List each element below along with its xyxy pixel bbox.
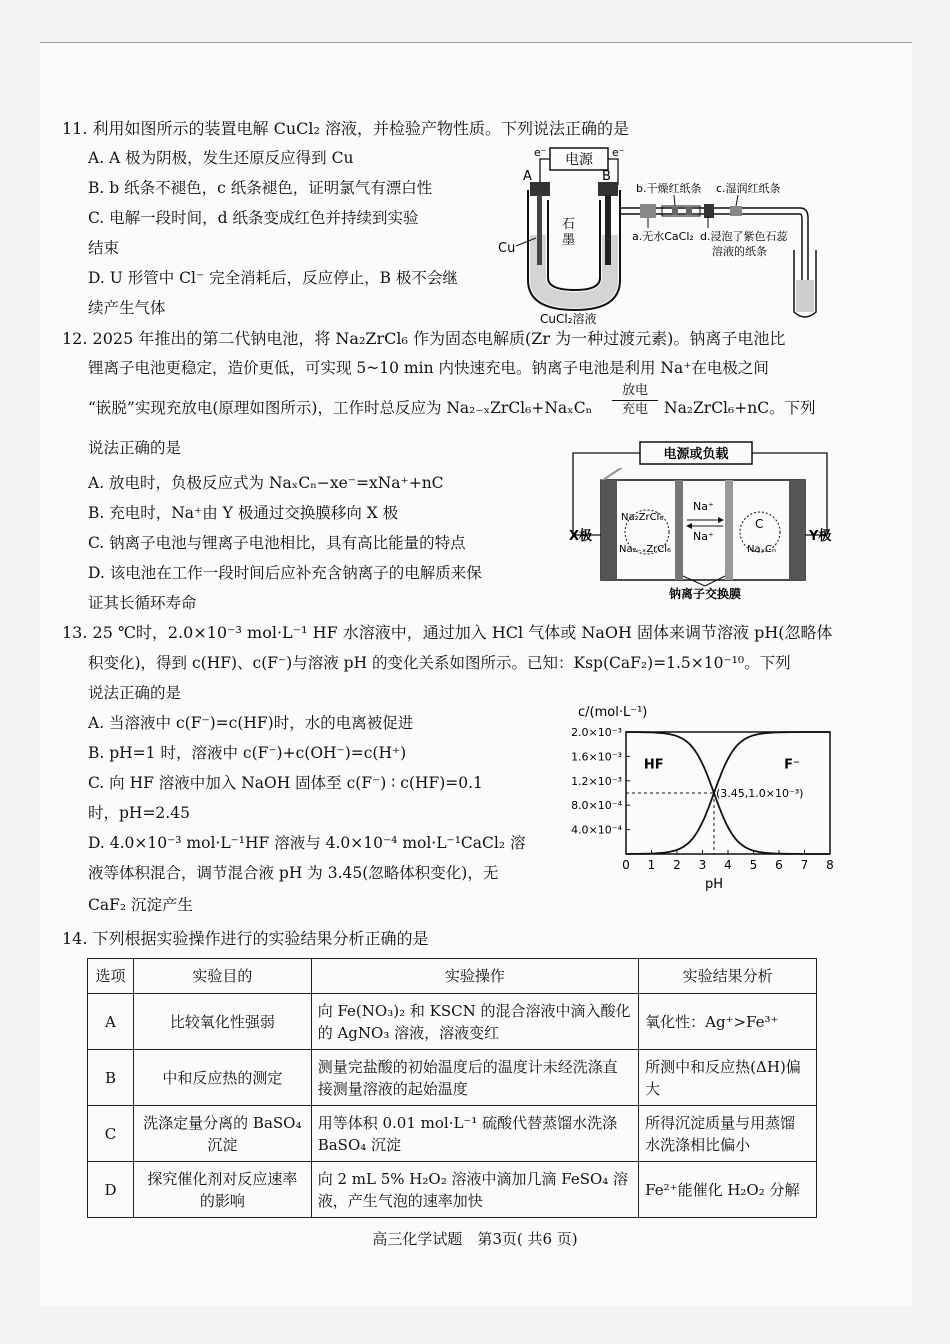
- x-tick-label: 7: [800, 858, 809, 872]
- y-electrode-label: Y极: [809, 529, 832, 544]
- q12-option-d: D. 该电池在工作一段时间后应补充含钠离子的电解质来保: [88, 564, 482, 582]
- table-row-option: C: [88, 1106, 134, 1162]
- cu-label: Cu: [498, 241, 516, 256]
- table-header-purpose: 实验目的: [133, 959, 311, 994]
- q12-option-c: C. 钠离子电池与锂离子电池相比，具有高比能量的特点: [88, 534, 466, 552]
- table-header-operation: 实验操作: [311, 959, 638, 994]
- cucl2-solution-label: CuCl₂溶液: [540, 312, 597, 325]
- paper-d-label-2: 溶液的纸条: [712, 245, 767, 258]
- series-label-hf: HF: [643, 757, 664, 773]
- q13-option-d: D. 4.0×10⁻³ mol·L⁻¹HF 溶液与 4.0×10⁻⁴ mol·L⁻¹CaCl₂ 溶: [88, 834, 526, 852]
- na-plus-mid-label: Na⁺: [693, 530, 714, 543]
- q13-option-b: B. pH=1 时，溶液中 c(F⁻)+c(OH⁻)=c(H⁺): [88, 744, 407, 762]
- naxcn-label: NaₓCₙ: [747, 544, 777, 555]
- x-electrode-label: X极: [569, 529, 593, 544]
- x-tick-label: 5: [749, 858, 758, 872]
- q12-stem-line3-post: Na₂ZrCl₆+nC。下列: [664, 399, 816, 417]
- table-row-operation: 向 Fe(NO₃)₂ 和 KSCN 的混合溶液中滴入酸化的 AgNO₃ 溶液，溶液变红: [311, 994, 638, 1050]
- power-label: 电源: [565, 152, 593, 168]
- table-row-analysis: 所得沉淀质量与用蒸馏水洗涤相比偏小: [639, 1106, 817, 1162]
- graphite-label-1: 石: [562, 217, 576, 232]
- q11-option-d-cont: 续产生气体: [88, 299, 166, 317]
- table-row-option: A: [88, 994, 134, 1050]
- q13-stem-line2: 积变化)，得到 c(HF)、c(F⁻)与溶液 pH 的变化关系如图所示。已知：Ksp(CaF₂)=1.5×10⁻¹⁰。下列: [88, 654, 791, 672]
- electron-left-label: e⁻: [534, 146, 547, 159]
- y-tick-label: 1.6×10⁻³: [571, 750, 622, 764]
- table-row-purpose: 比较氧化性强弱: [133, 994, 311, 1050]
- table-row-analysis: 氧化性：Ag⁺>Fe³⁺: [639, 994, 817, 1050]
- q14-table: [87, 958, 817, 1218]
- table-row-operation: 测量完盐酸的初始温度后的温度计未经洗涤直接测量溶液的起始温度: [311, 1050, 638, 1106]
- na-plus-top-label: Na⁺: [693, 500, 714, 513]
- na2-xzrcl6-label: Na₂₋ₓZrCl₆: [619, 544, 672, 555]
- x-tick-label: 6: [775, 858, 783, 872]
- x-tick-label: 8: [826, 858, 834, 872]
- table-row-option: B: [88, 1050, 134, 1106]
- membrane-label: 钠离子交换膜: [668, 587, 742, 601]
- q12-option-d-cont: 证其长循环寿命: [88, 594, 197, 612]
- q13-option-d-cont2: CaF₂ 沉淀产生: [88, 896, 193, 914]
- hf-distribution-chart: [548, 702, 848, 892]
- y-tick-label: 8.0×10⁻⁴: [571, 799, 622, 813]
- series-label-f: F⁻: [784, 757, 800, 773]
- q12-stem-line2: 锂离子电池更稳定，造价更低，可实现 5~10 min 内快速充电。钠离子电池是利用 Na⁺在电极之间: [88, 359, 769, 377]
- chart-y-axis-label: c/(mol·L⁻¹): [578, 705, 648, 720]
- x-tick-label: 0: [622, 858, 630, 872]
- q11-stem: 11. 利用如图所示的装置电解 CuCl₂ 溶液，并检验产物性质。下列说法正确的是: [62, 119, 630, 138]
- q12-arrow: [612, 384, 658, 417]
- page-footer: 高三化学试题 第3页( 共6 页): [372, 1230, 578, 1248]
- q14-stem: 14. 下列根据实验操作进行的实验结果分析正确的是: [62, 929, 429, 948]
- q13-option-c-cont: 时，pH=2.45: [88, 804, 190, 822]
- q11-option-d: D. U 形管中 Cl⁻ 完全消耗后，反应停止，B 极不会继: [88, 269, 458, 287]
- y-tick-label: 4.0×10⁻⁴: [571, 823, 622, 837]
- electrode-a-label: A: [523, 169, 532, 184]
- q13-option-d-cont: 液等体积混合，调节混合液 pH 为 3.45(忽略体积变化)，无: [88, 864, 499, 882]
- cacl2-label: a.无水CaCl₂: [632, 230, 694, 243]
- paper-c-label: c.湿润红纸条: [716, 182, 781, 195]
- y-tick-label: 1.2×10⁻³: [571, 774, 622, 788]
- electrolysis-apparatus-figure: [490, 140, 830, 325]
- chart-x-axis-label: pH: [704, 877, 724, 892]
- arrow-charge-label: 充电: [621, 402, 648, 417]
- q11-option-c-cont: 结束: [88, 239, 120, 257]
- table-row-purpose: 洗涤定量分离的 BaSO₄ 沉淀: [133, 1106, 311, 1162]
- q12-option-a: A. 放电时，负极反应式为 NaₓCₙ−xe⁻=xNa⁺+nC: [88, 474, 444, 492]
- electron-right-label: e⁻: [612, 146, 625, 159]
- x-tick-label: 1: [647, 858, 656, 872]
- x-tick-label: 2: [673, 858, 681, 872]
- table-header-option: 选项: [88, 959, 134, 994]
- q11-option-a: A. A 极为阴极，发生还原反应得到 Cu: [88, 149, 354, 167]
- table-row-operation: 用等体积 0.01 mol·L⁻¹ 硫酸代替蒸馏水洗涤 BaSO₄ 沉淀: [311, 1106, 638, 1162]
- table-row-purpose: 中和反应热的测定: [133, 1050, 311, 1106]
- arrow-discharge-label: 放电: [621, 383, 648, 398]
- q12-stem-line3-pre: “嵌脱”实现充放电(原理如图所示)，工作时总反应为 Na₂₋ₓZrCl₆+NaₓCₙ: [88, 399, 593, 417]
- na2zrcl6-label: Na₂ZrCl₆: [621, 512, 664, 523]
- table-header-analysis: 实验结果分析: [639, 959, 817, 994]
- sodium-battery-figure: [565, 440, 840, 605]
- q12-stem-line1: 12. 2025 年推出的第二代钠电池，将 Na₂ZrCl₆ 作为固态电解质(Zr 为一种过渡元素)。钠离子电池比: [62, 329, 786, 348]
- power-or-load-label: 电源或负载: [663, 447, 729, 462]
- graphite-label-2: 墨: [562, 233, 576, 248]
- q11-option-c: C. 电解一段时间，d 纸条变成红色并持续到实验: [88, 209, 419, 227]
- intersection-annotation: (3.45,1.0×10⁻³): [715, 787, 804, 800]
- table-row-operation: 向 2 mL 5% H₂O₂ 溶液中滴加几滴 FeSO₄ 溶液，产生气泡的速率加快: [311, 1162, 638, 1218]
- table-row-analysis: Fe²⁺能催化 H₂O₂ 分解: [639, 1162, 817, 1218]
- q13-stem-line3: 说法正确的是: [88, 684, 182, 702]
- q13-stem-line1: 13. 25 ℃时，2.0×10⁻³ mol·L⁻¹ HF 水溶液中，通过加入 HCl 气体或 NaOH 固体来调节溶液 pH(忽略体: [62, 623, 833, 642]
- electrode-b-label: B: [602, 169, 611, 184]
- x-tick-label: 3: [698, 858, 707, 872]
- table-row-analysis: 所测中和反应热(ΔH)偏大: [639, 1050, 817, 1106]
- x-tick-label: 4: [724, 858, 732, 872]
- table-row-purpose: 探究催化剂对反应速率的影响: [133, 1162, 311, 1218]
- carbon-label: C: [755, 517, 764, 531]
- q13-option-c: C. 向 HF 溶液中加入 NaOH 固体至 c(F⁻) ∶ c(HF)=0.1: [88, 774, 483, 792]
- q11-option-b: B. b 纸条不褪色，c 纸条褪色，证明氯气有漂白性: [88, 179, 433, 197]
- q13-option-a: A. 当溶液中 c(F⁻)=c(HF)时，水的电离被促进: [88, 714, 414, 732]
- q12-stem-line4: 说法正确的是: [88, 439, 182, 457]
- y-tick-label: 2.0×10⁻³: [571, 726, 622, 739]
- q12-option-b: B. 充电时，Na⁺由 Y 极通过交换膜移向 X 极: [88, 504, 399, 522]
- paper-b-label: b.干燥红纸条: [636, 182, 702, 195]
- table-row-option: D: [88, 1162, 134, 1218]
- paper-d-label-1: d.浸泡了紫色石蕊: [700, 230, 788, 243]
